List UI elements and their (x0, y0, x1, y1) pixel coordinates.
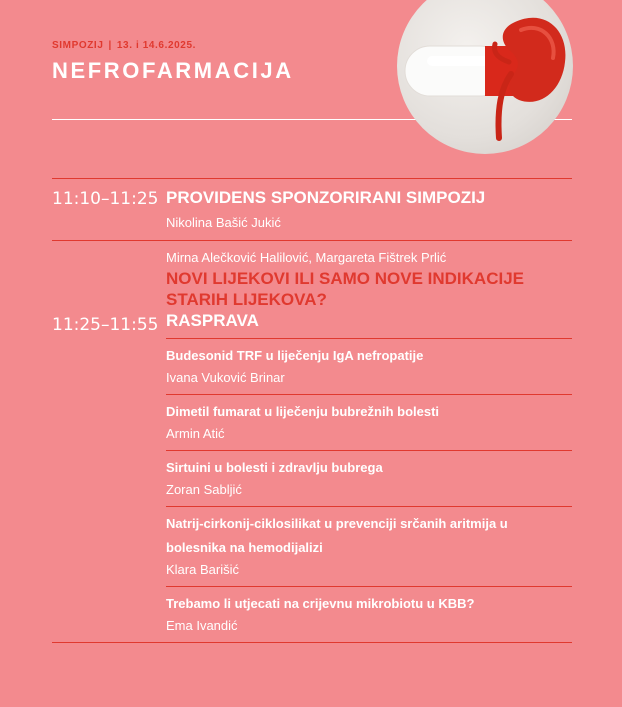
slot-time: 11:25–11:55 (52, 315, 159, 335)
talk-title-line1: Natrij-cirkonij-ciklosilikat u prevenciji srčanih aritmija u (166, 516, 508, 531)
talk-item (166, 587, 572, 642)
talk-item (166, 339, 572, 394)
talk-title: Trebamo li utjecati na crijevnu mikrobiotu u KBB? (166, 596, 475, 611)
slot-time: 11:10–11:25 (52, 189, 159, 209)
event-title: NEFROFARMACIJA (52, 58, 294, 83)
header-separator: | (108, 40, 112, 51)
talk-title: Dimetil fumarat u liječenju bubrežnih bolesti (166, 404, 440, 419)
hero-image (397, 0, 573, 154)
speaker-name: Zoran Sabljić (166, 482, 242, 497)
event-dates: 13. i 14.6.2025. (116, 40, 196, 51)
schedule-slot-1 (52, 179, 572, 240)
pill-kidney-illustration (397, 0, 573, 154)
discussion-label: RASPRAVA (166, 311, 259, 330)
schedule-slot-2 (52, 241, 572, 338)
talk-item (166, 451, 572, 506)
talk-title-line2: bolesnika na hemodijalizi (166, 540, 323, 555)
session-title-line2: STARIH LIJEKOVA? (166, 290, 327, 309)
schedule (52, 178, 572, 643)
talk-item (166, 507, 572, 586)
speaker-name: Armin Atić (166, 426, 225, 441)
moderators: Mirna Alečković Halilović, Margareta Fištrek Prlić (166, 250, 447, 265)
divider (52, 642, 572, 643)
speaker-name: Nikolina Bašić Jukić (166, 215, 281, 230)
talk-title: Budesonid TRF u liječenju IgA nefropatije (166, 348, 424, 363)
speaker-name: Ema Ivandić (166, 618, 238, 633)
speaker-name: Klara Barišić (166, 562, 239, 577)
event-type-label: SIMPOZIJ (52, 40, 104, 51)
speaker-name: Ivana Vuković Brinar (166, 370, 285, 385)
talk-title: Sirtuini u bolesti i zdravlju bubrega (166, 460, 383, 475)
talk-item (166, 395, 572, 450)
session-title-line1: NOVI LIJEKOVI ILI SAMO NOVE INDIKACIJE (166, 269, 524, 288)
header-meta (52, 40, 196, 51)
session-title: PROVIDENS SPONZORIRANI SIMPOZIJ (166, 188, 486, 207)
